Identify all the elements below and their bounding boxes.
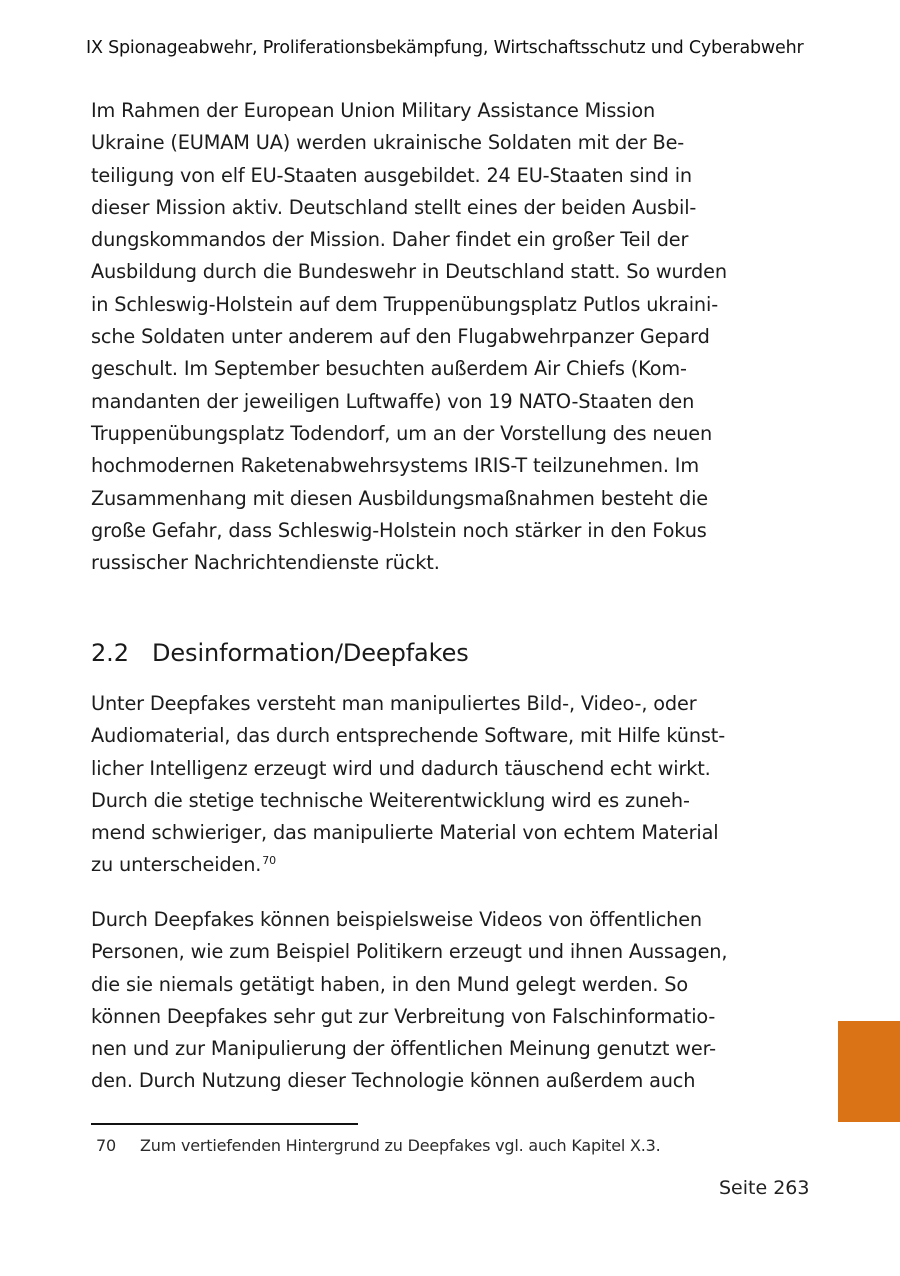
section-title: Desinformation/Deepfakes: [152, 639, 469, 667]
text-line: Audiomaterial, das durch entsprechende Software, mit Hilfe künst-: [91, 724, 726, 748]
text-line: Im Rahmen der European Union Military Assistance Mission: [91, 99, 656, 122]
text-line: können Deepfakes sehr gut zur Verbreitung von Falschinformatio-: [91, 1004, 716, 1028]
paragraph-deepfake-usage: [91, 904, 727, 1098]
text-line: Ausbildung durch die Bundeswehr in Deutschland statt. So wurden: [91, 260, 727, 284]
text-line: russischer Nachrichtendienste rückt.: [91, 551, 440, 575]
text-line: Zusammenhang mit diesen Ausbildungsmaßnahmen besteht die: [91, 486, 709, 510]
text-line: licher Intelligenz erzeugt wird und dadurch täuschend echt wirkt.: [91, 756, 711, 780]
paragraph-deepfake-definition: [91, 688, 725, 882]
text-line: in Schleswig-Holstein auf dem Truppenübungsplatz Putlos ukraini-: [91, 292, 719, 316]
page-number: Seite 263: [719, 1177, 810, 1199]
text-line: Durch die stetige technische Weiterentwicklung wird es zuneh-: [91, 788, 690, 812]
text-line: Personen, wie zum Beispiel Politikern erzeugt und ihnen Aussagen,: [91, 940, 728, 964]
text-line: nen und zur Manipulierung der öffentlichen Meinung genutzt wer-: [91, 1037, 716, 1061]
text-line: Durch Deepfakes können beispielsweise Videos von öffentlichen: [91, 908, 703, 931]
footnote-text: Zum vertiefenden Hintergrund zu Deepfakes vgl. auch Kapitel X.3.: [140, 1136, 661, 1155]
running-head: IX Spionageabwehr, Proliferationsbekämpfung, Wirtschaftsschutz und Cyberabwehr: [86, 38, 804, 58]
text-line: den. Durch Nutzung dieser Technologie können außerdem auch: [91, 1069, 696, 1093]
text-line: große Gefahr, dass Schleswig-Holstein noch stärker in den Fokus: [91, 518, 707, 542]
text-line: Ukraine (EUMAM UA) werden ukrainische Soldaten mit der Be-: [91, 131, 685, 155]
footnote-divider: [91, 1123, 358, 1125]
footnote-reference[interactable]: 70: [262, 854, 276, 868]
text-line: geschult. Im September besuchten außerdem Air Chiefs (Kom-: [91, 357, 687, 381]
text-line: die sie niemals getätigt haben, in den Mund gelegt werden. So: [91, 972, 689, 996]
text-line: [91, 849, 725, 881]
text-line: mend schwieriger, das manipulierte Material von echtem Material: [91, 821, 719, 845]
text-line: Truppenübungsplatz Todendorf, um an der Vorstellung des neuen: [91, 421, 713, 445]
text-line: Unter Deepfakes versteht man manipuliertes Bild-, Video-, oder: [91, 692, 697, 715]
paragraph-eumam: [91, 95, 727, 579]
text-line: dungskommandos der Mission. Daher findet ein großer Teil der: [91, 228, 689, 252]
section-number: 2.2: [91, 639, 129, 667]
chapter-thumb-tab: [838, 1021, 900, 1122]
section-heading: [91, 636, 469, 670]
text-line: sche Soldaten unter anderem auf den Flugabwehrpanzer Gepard: [91, 325, 710, 349]
text-line: teiligung von elf EU-Staaten ausgebildet. 24 EU-Staaten sind in: [91, 163, 692, 187]
text-line: hochmodernen Raketenabwehrsystems IRIS-T teilzunehmen. Im: [91, 454, 699, 478]
footnote: [96, 1134, 661, 1158]
footnote-number: 70: [96, 1136, 116, 1155]
text-line-content: zu unterscheiden.: [91, 853, 262, 877]
text-line: dieser Mission aktiv. Deutschland stellt eines der beiden Ausbil-: [91, 195, 697, 219]
text-line: mandanten der jeweiligen Luftwaffe) von 19 NATO-Staaten den: [91, 389, 695, 413]
